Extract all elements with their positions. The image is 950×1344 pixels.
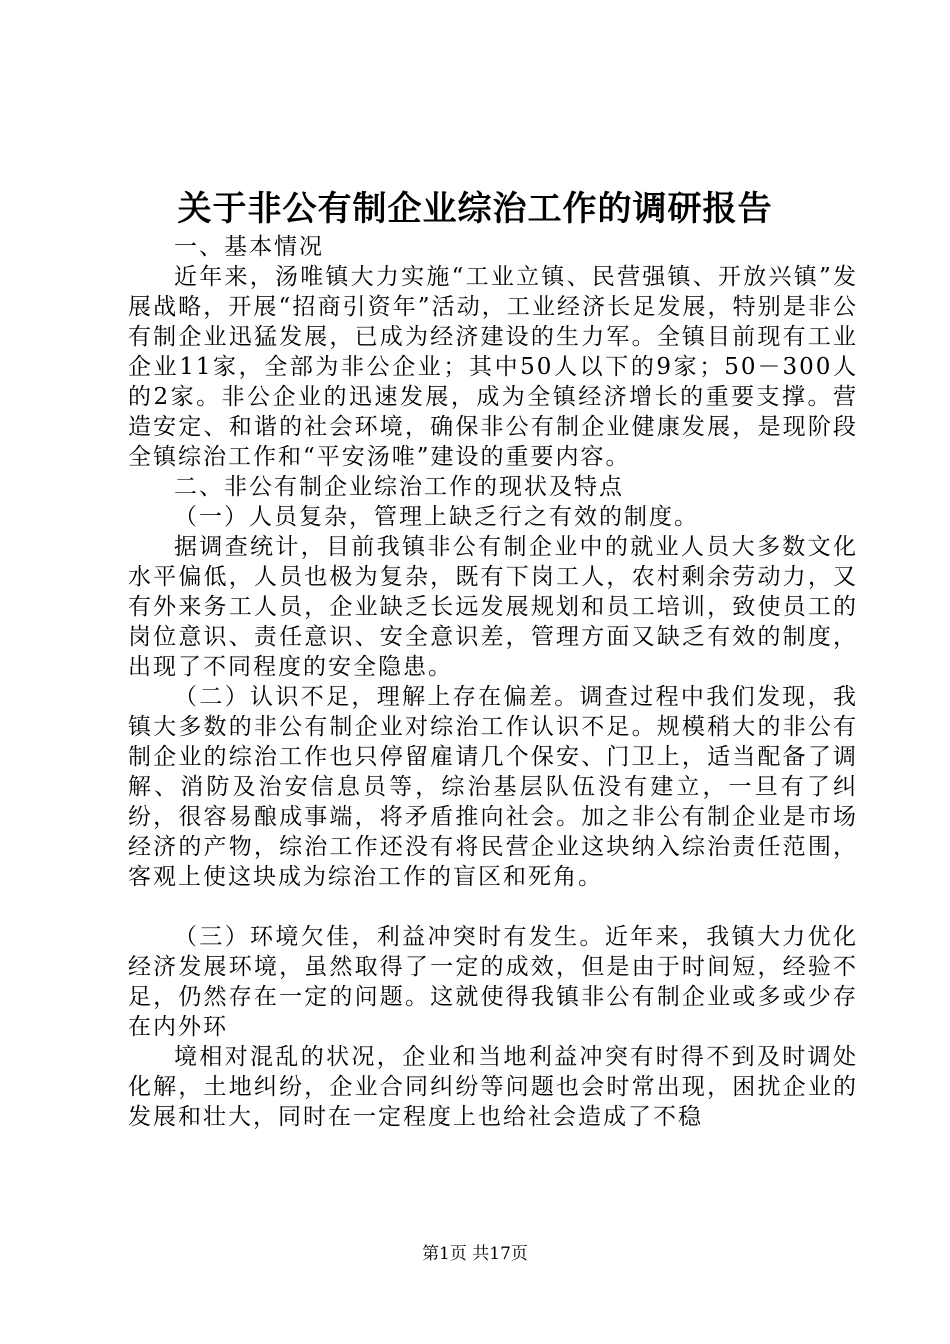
paragraph: 据调查统计，目前我镇非公有制企业中的就业人员大多数文化水平偏低，人员也极为复杂，既有下岗工人，农村剩余劳动力，又有外来务工人员，企业缺乏长远发展规划和员工培训，致使员工的岗位意识、责任意识、安全意识差，管理方面又缺乏有效的制度，出现了不同程度的安全隐患。	[128, 534, 858, 680]
section-heading-basic: 一、基本情况	[174, 234, 324, 260]
page-footer: 第1页 共17页	[422, 1244, 528, 1264]
paragraph: 近年来，汤唯镇大力实施“工业立镇、民营强镇、开放兴镇”发展战略，开展“招商引资年”活动，工业经济长足发展，特别是非公有制企业迅猛发展，已成为经济建设的生力军。全镇目前现有工业企业11家，全部为非公企业；其中50人以下的9家；50－300人的2家。非公企业的迅速发展，成为全镇经济增长的重要支撑。营造安定、和谐的社会环境，确保非公有制企业健康发展，是现阶段全镇综治工作和“平安汤唯”建设的重要内容。	[128, 264, 858, 470]
paragraph: （三）环境欠佳，利益冲突时有发生。近年来，我镇大力优化经济发展环境，虽然取得了一定的成效，但是由于时间短，经验不足，仍然存在一定的问题。这就使得我镇非公有制企业或多或少存在内外环	[128, 924, 858, 1040]
paragraph-gap	[128, 892, 858, 922]
document-title: 关于非公有制企业综治工作的调研报告	[177, 189, 773, 229]
section-heading-status: 二、非公有制企业综治工作的现状及特点	[174, 474, 624, 500]
subsection-heading: （一）人员复杂，管理上缺乏行之有效的制度。	[174, 504, 699, 530]
paragraph: （二）认识不足，理解上存在偏差。调查过程中我们发现，我镇大多数的非公有制企业对综治工作认识不足。规模稍大的非公有制企业的综治工作也只停留雇请几个保安、门卫上，适当配备了调解、消防及治安信息员等，综治基层队伍没有建立，一旦有了纠纷，很容易酿成事端，将矛盾推向社会。加之非公有制企业是市场经济的产物，综治工作还没有将民营企业这块纳入综治责任范围，客观上使这块成为综治工作的盲区和死角。	[128, 684, 858, 890]
paragraph: 境相对混乱的状况，企业和当地利益冲突有时得不到及时调处化解，土地纠纷，企业合同纠纷等问题也会时常出现，困扰企业的发展和壮大，同时在一定程度上也给社会造成了不稳	[128, 1044, 858, 1130]
document-body	[128, 232, 858, 1132]
